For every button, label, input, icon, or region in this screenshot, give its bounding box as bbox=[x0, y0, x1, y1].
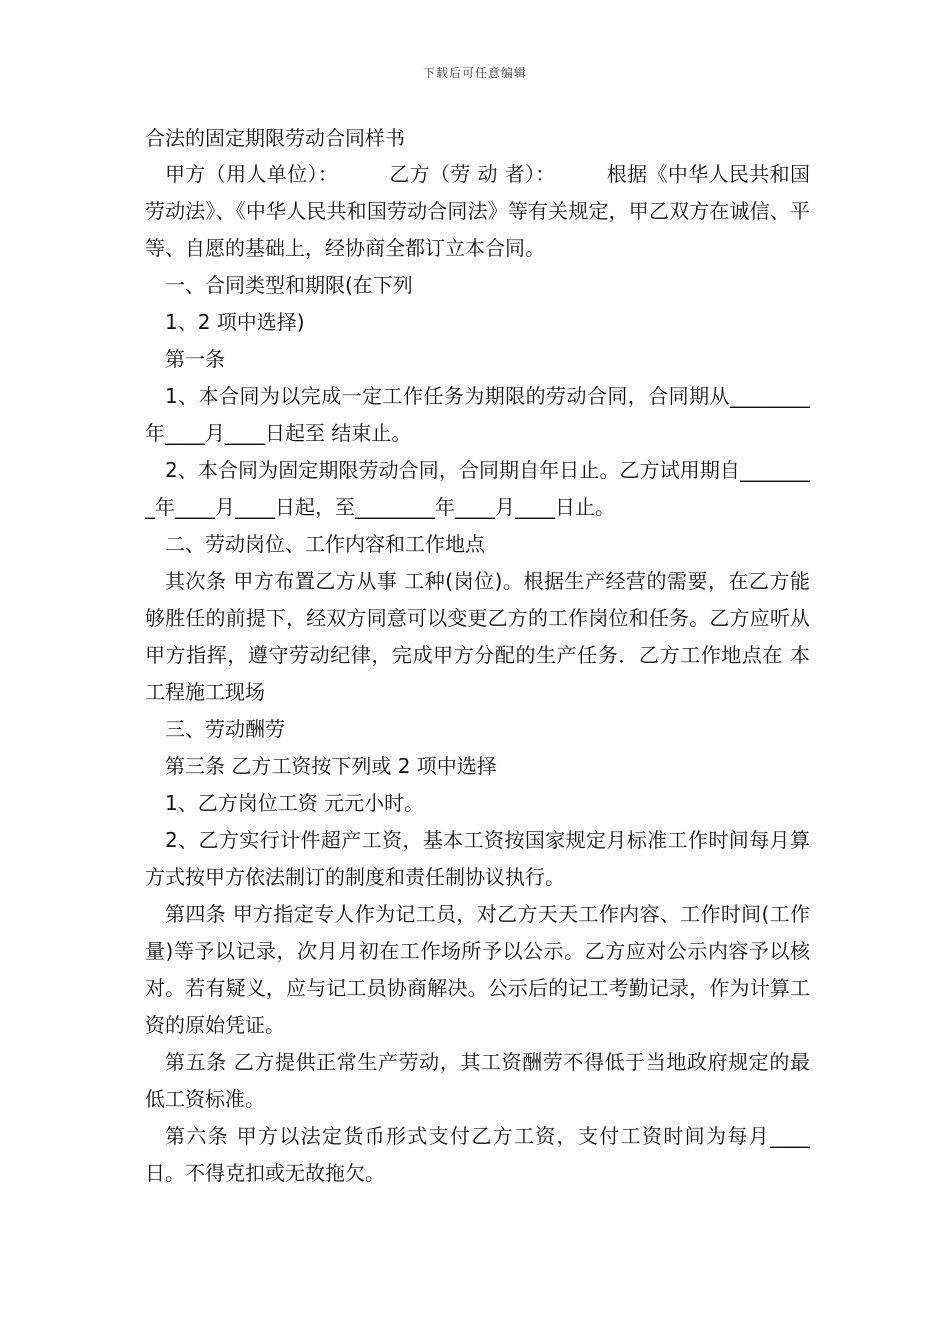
paragraph-clause-1-2: 2、本合同为固定期限劳动合同，合同期自年日止。乙方试用期自________年____月____日起，至________年____月____日止。 bbox=[145, 458, 810, 519]
paragraph-clause-3-1: 1、乙方岗位工资 元元小时。 bbox=[165, 791, 425, 815]
paragraph-article-fourth: 第四条 甲方指定专人作为记工员，对乙方天天工作内容、工作时间(工作量)等予以记录，次月月初在工作场所予以公示。乙方应对公示内容予以核对。若有疑义，应与记工员协商解决。公示后的记工考勤记录，作为计算工资的原始凭证。 bbox=[145, 902, 810, 1037]
paragraph-clause-3-2: 2、乙方实行计件超产工资，基本工资按国家规定月标准工作时间每月算方式按甲方依法制订的制度和责任制协议执行。 bbox=[145, 828, 810, 889]
document-body bbox=[145, 120, 810, 1192]
paragraph-selection-note: 1、2 项中选择) bbox=[165, 310, 305, 334]
paragraph-article-third: 第三条 乙方工资按下列或 2 项中选择 bbox=[165, 754, 497, 778]
section-heading-position: 二、劳动岗位、工作内容和工作地点 bbox=[165, 532, 485, 556]
paragraph-article-sixth: 第六条 甲方以法定货币形式支付乙方工资，支付工资时间为每月____日。不得克扣或无故拖欠。 bbox=[145, 1124, 810, 1185]
document-title: 合法的固定期限劳动合同样书 bbox=[145, 126, 405, 150]
section-heading-contract-type: 一、合同类型和期限(在下列 bbox=[165, 273, 413, 297]
section-heading-remuneration: 三、劳动酬劳 bbox=[165, 717, 285, 741]
paragraph-parties: 甲方（用人单位）： 乙方（劳 动 者）： 根据《中华人民共和国劳动法》、《中华人民共和国劳动合同法》等有关规定，甲乙双方在诚信、平等、自愿的基础上，经协商全都订立本合同。 bbox=[145, 162, 810, 260]
paragraph-article-fifth: 第五条 乙方提供正常生产劳动，其工资酬劳不得低于当地政府规定的最低工资标准。 bbox=[145, 1050, 810, 1111]
paragraph-clause-1-1: 1、本合同为以完成一定工作任务为期限的劳动合同，合同期从________年____月____日起至 结束止。 bbox=[145, 384, 810, 445]
paragraph-article-second: 其次条 甲方布置乙方从事 工种(岗位)。根据生产经营的需要，在乙方能够胜任的前提下，经双方同意可以变更乙方的工作岗位和任务。乙方应听从甲方指挥，遵守劳动纪律，完成甲方分配的生产任务．乙方工作地点在 本工程施工现场 bbox=[145, 569, 810, 704]
article-heading-first: 第一条 bbox=[165, 347, 225, 371]
header-note: 下载后可任意编辑 bbox=[422, 66, 527, 80]
